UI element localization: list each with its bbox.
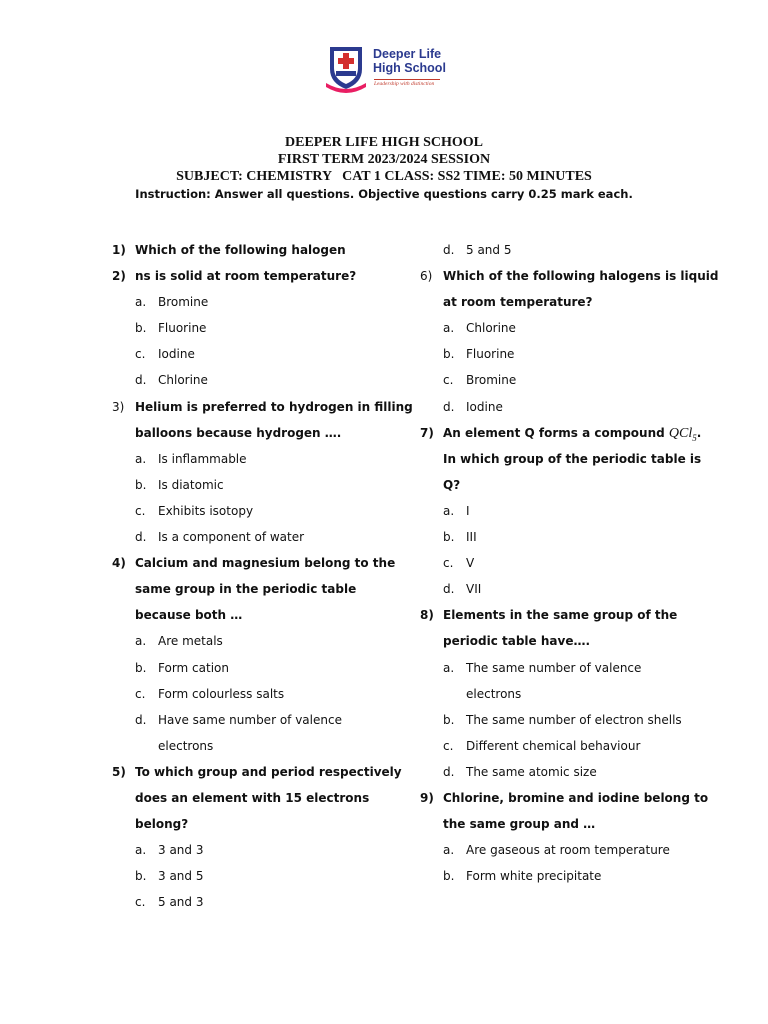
question-text: does an element with 15 electrons	[135, 790, 370, 805]
option-letter: a.	[443, 321, 455, 336]
question-text-content: Chlorine, bromine and iodine belong to	[443, 790, 709, 805]
option-text: 3 and 3	[158, 843, 204, 858]
option-text: Form cation	[158, 660, 229, 675]
question-continuation	[109, 420, 399, 446]
question-text: balloons because hydrogen ….	[135, 425, 342, 440]
question-number: 7)	[420, 425, 434, 440]
option-letter: a.	[135, 295, 147, 310]
question-text-content: Helium is preferred to hydrogen in filling	[135, 399, 413, 414]
option-text: Is inflammable	[158, 451, 247, 466]
option-text: 5 and 5	[466, 243, 512, 257]
answer-option-continuation	[109, 733, 399, 759]
question-text: In which group of the periodic table is	[443, 451, 702, 466]
option-text: Fluorine	[158, 321, 207, 336]
question-number: 4)	[112, 556, 126, 571]
question-text	[135, 237, 346, 263]
option-letter: c.	[443, 556, 454, 571]
question-line	[417, 263, 717, 289]
question-line	[109, 550, 399, 576]
answer-option	[109, 315, 399, 341]
option-letter: c.	[135, 686, 146, 701]
option-letter: a.	[135, 843, 147, 858]
option-text: electrons	[466, 686, 522, 701]
option-text: Are gaseous at room temperature	[466, 843, 670, 858]
question-number: 8)	[420, 608, 434, 623]
option-text: The same atomic size	[466, 764, 597, 779]
question-text	[443, 263, 719, 289]
question-continuation	[109, 602, 399, 628]
option-text: III	[466, 530, 477, 545]
question-line	[109, 237, 399, 263]
answer-option	[109, 628, 399, 654]
question-line	[417, 602, 717, 628]
answer-option	[109, 863, 399, 889]
instruction-line: Instruction: Answer all questions. Objective questions carry 0.25 mark each.	[135, 187, 633, 201]
option-text: Iodine	[466, 399, 503, 414]
formula-punctuation: .	[696, 425, 702, 440]
question-text	[443, 602, 677, 628]
option-text: I	[466, 503, 470, 518]
question-number: 9)	[420, 790, 434, 805]
answer-option	[109, 681, 399, 707]
answer-option	[417, 837, 717, 863]
option-letter: a.	[135, 634, 147, 649]
question-continuation	[109, 811, 399, 837]
question-number: 6)	[420, 269, 433, 284]
option-letter: d.	[135, 373, 147, 388]
option-text: Form white precipitate	[466, 869, 602, 884]
question-text	[135, 759, 402, 785]
answer-option	[109, 341, 399, 367]
answer-option	[109, 446, 399, 472]
logo-name-line-1: Deeper Life	[373, 47, 442, 61]
question-continuation	[417, 472, 717, 498]
option-text: Form colourless salts	[158, 686, 285, 701]
option-text: Iodine	[158, 347, 195, 362]
chemical-formula	[669, 426, 697, 441]
option-letter: b.	[443, 869, 455, 884]
answer-option	[109, 289, 399, 315]
option-text: The same number of valence	[466, 660, 642, 675]
term-title: FIRST TERM 2023/2024 SESSION	[277, 152, 491, 167]
option-text: The same number of electron shells	[466, 712, 682, 727]
option-text: Bromine	[158, 295, 209, 310]
school-name-logo	[373, 47, 446, 75]
option-text: VII	[466, 582, 482, 597]
answer-option	[417, 576, 717, 602]
question-line	[417, 785, 717, 811]
option-letter: a.	[135, 451, 147, 466]
answer-option	[109, 367, 399, 393]
answer-option	[417, 707, 717, 733]
option-text: Have same number of valence	[158, 712, 342, 727]
option-letter: d.	[443, 399, 455, 414]
answer-option	[109, 655, 399, 681]
question-line	[109, 263, 399, 289]
option-letter: c.	[443, 738, 454, 753]
subject-line: SUBJECT: CHEMISTRY CAT 1 CLASS: SS2 TIME: 50 MINUTES	[176, 169, 592, 184]
answer-option	[417, 863, 717, 889]
option-text: Chlorine	[466, 321, 516, 336]
answer-option	[109, 498, 399, 524]
option-letter: b.	[443, 530, 455, 545]
question-text-content: Which of the following halogens is liquid	[443, 269, 719, 284]
option-text: Are metals	[158, 634, 223, 649]
option-text: Is diatomic	[158, 477, 224, 492]
answer-option	[109, 837, 399, 863]
question-number: 2)	[112, 269, 126, 284]
question-text: because both …	[135, 608, 243, 623]
question-continuation	[417, 446, 717, 472]
option-text: Chlorine	[158, 373, 208, 388]
logo-name-line-2: High School	[373, 61, 446, 75]
question-text: Q?	[443, 477, 461, 492]
answer-option-continuation	[417, 681, 717, 707]
option-text: 5 and 3	[158, 895, 204, 910]
question-continuation	[417, 628, 717, 654]
question-text: the same group and …	[443, 817, 596, 832]
logo-tagline: Leadership with distinction	[374, 79, 440, 87]
answer-option	[417, 315, 717, 341]
answer-option	[417, 759, 717, 785]
school-logo	[326, 43, 446, 95]
option-letter: b.	[443, 712, 455, 727]
school-title: DEEPER LIFE HIGH SCHOOL	[285, 135, 483, 150]
question-text-content: Calcium and magnesium belong to the	[135, 556, 396, 571]
question-number: 5)	[112, 764, 126, 779]
question-continuation	[109, 785, 399, 811]
option-letter: a.	[443, 503, 455, 518]
question-line	[109, 394, 413, 420]
option-letter: d.	[443, 764, 455, 779]
formula-main: QCl	[668, 425, 693, 441]
exam-header	[0, 134, 768, 203]
option-text: 3 and 5	[158, 869, 204, 884]
option-text: electrons	[158, 738, 214, 753]
question-text: belong?	[135, 817, 189, 832]
answer-option	[417, 733, 717, 759]
answer-option	[417, 394, 717, 420]
answer-option	[417, 524, 717, 550]
question-text	[135, 550, 395, 576]
question-text: periodic table have….	[443, 634, 591, 649]
answer-option	[417, 655, 717, 681]
option-letter: d.	[443, 243, 455, 257]
answer-option	[109, 524, 399, 550]
option-letter: b.	[135, 321, 147, 336]
option-text: Exhibits isotopy	[158, 503, 254, 518]
option-letter: a.	[443, 843, 455, 858]
answer-option	[417, 498, 717, 524]
option-letter: d.	[135, 530, 147, 545]
answer-option	[417, 367, 717, 393]
right-question-column	[417, 237, 717, 889]
question-text	[443, 785, 708, 811]
question-text: at room temperature?	[443, 295, 593, 310]
left-question-column	[109, 237, 413, 915]
answer-option	[109, 889, 399, 915]
option-letter: a.	[443, 660, 455, 675]
question-continuation	[417, 289, 717, 315]
option-text: Fluorine	[466, 347, 515, 362]
question-line	[417, 420, 717, 446]
question-text-content: Which of the following halogen	[135, 243, 346, 257]
question-text-content: ns is solid at room temperature?	[135, 269, 357, 284]
option-text: V	[466, 556, 475, 571]
option-letter: d.	[135, 712, 147, 727]
question-continuation	[109, 576, 399, 602]
option-letter: b.	[135, 869, 147, 884]
school-crest-icon	[326, 43, 366, 93]
option-letter: c.	[443, 373, 454, 388]
question-line	[109, 759, 402, 785]
answer-option	[109, 472, 399, 498]
option-letter: c.	[135, 895, 146, 910]
option-letter: d.	[443, 582, 455, 597]
question-number: 3)	[112, 399, 125, 414]
question-text-content: To which group and period respectively	[135, 764, 402, 779]
answer-option	[109, 707, 399, 733]
question-text	[135, 263, 356, 289]
question-text-content: Elements in the same group of the	[443, 608, 678, 623]
option-text: Different chemical behaviour	[466, 738, 641, 753]
question-continuation	[417, 811, 717, 837]
option-letter: c.	[135, 347, 146, 362]
question-text	[135, 394, 413, 420]
option-text: Is a component of water	[158, 530, 305, 545]
answer-option	[417, 341, 717, 367]
formula-subscript: 5	[692, 432, 697, 443]
question-number: 1)	[112, 243, 126, 257]
option-letter: b.	[443, 347, 455, 362]
question-text: same group in the periodic table	[135, 582, 357, 597]
answer-option	[417, 550, 717, 576]
option-letter: c.	[135, 503, 146, 518]
option-letter: b.	[135, 660, 147, 675]
option-text: Bromine	[466, 373, 517, 388]
option-letter: b.	[135, 477, 147, 492]
answer-option	[417, 237, 717, 263]
question-text-content: An element Q forms a compound	[443, 425, 669, 440]
